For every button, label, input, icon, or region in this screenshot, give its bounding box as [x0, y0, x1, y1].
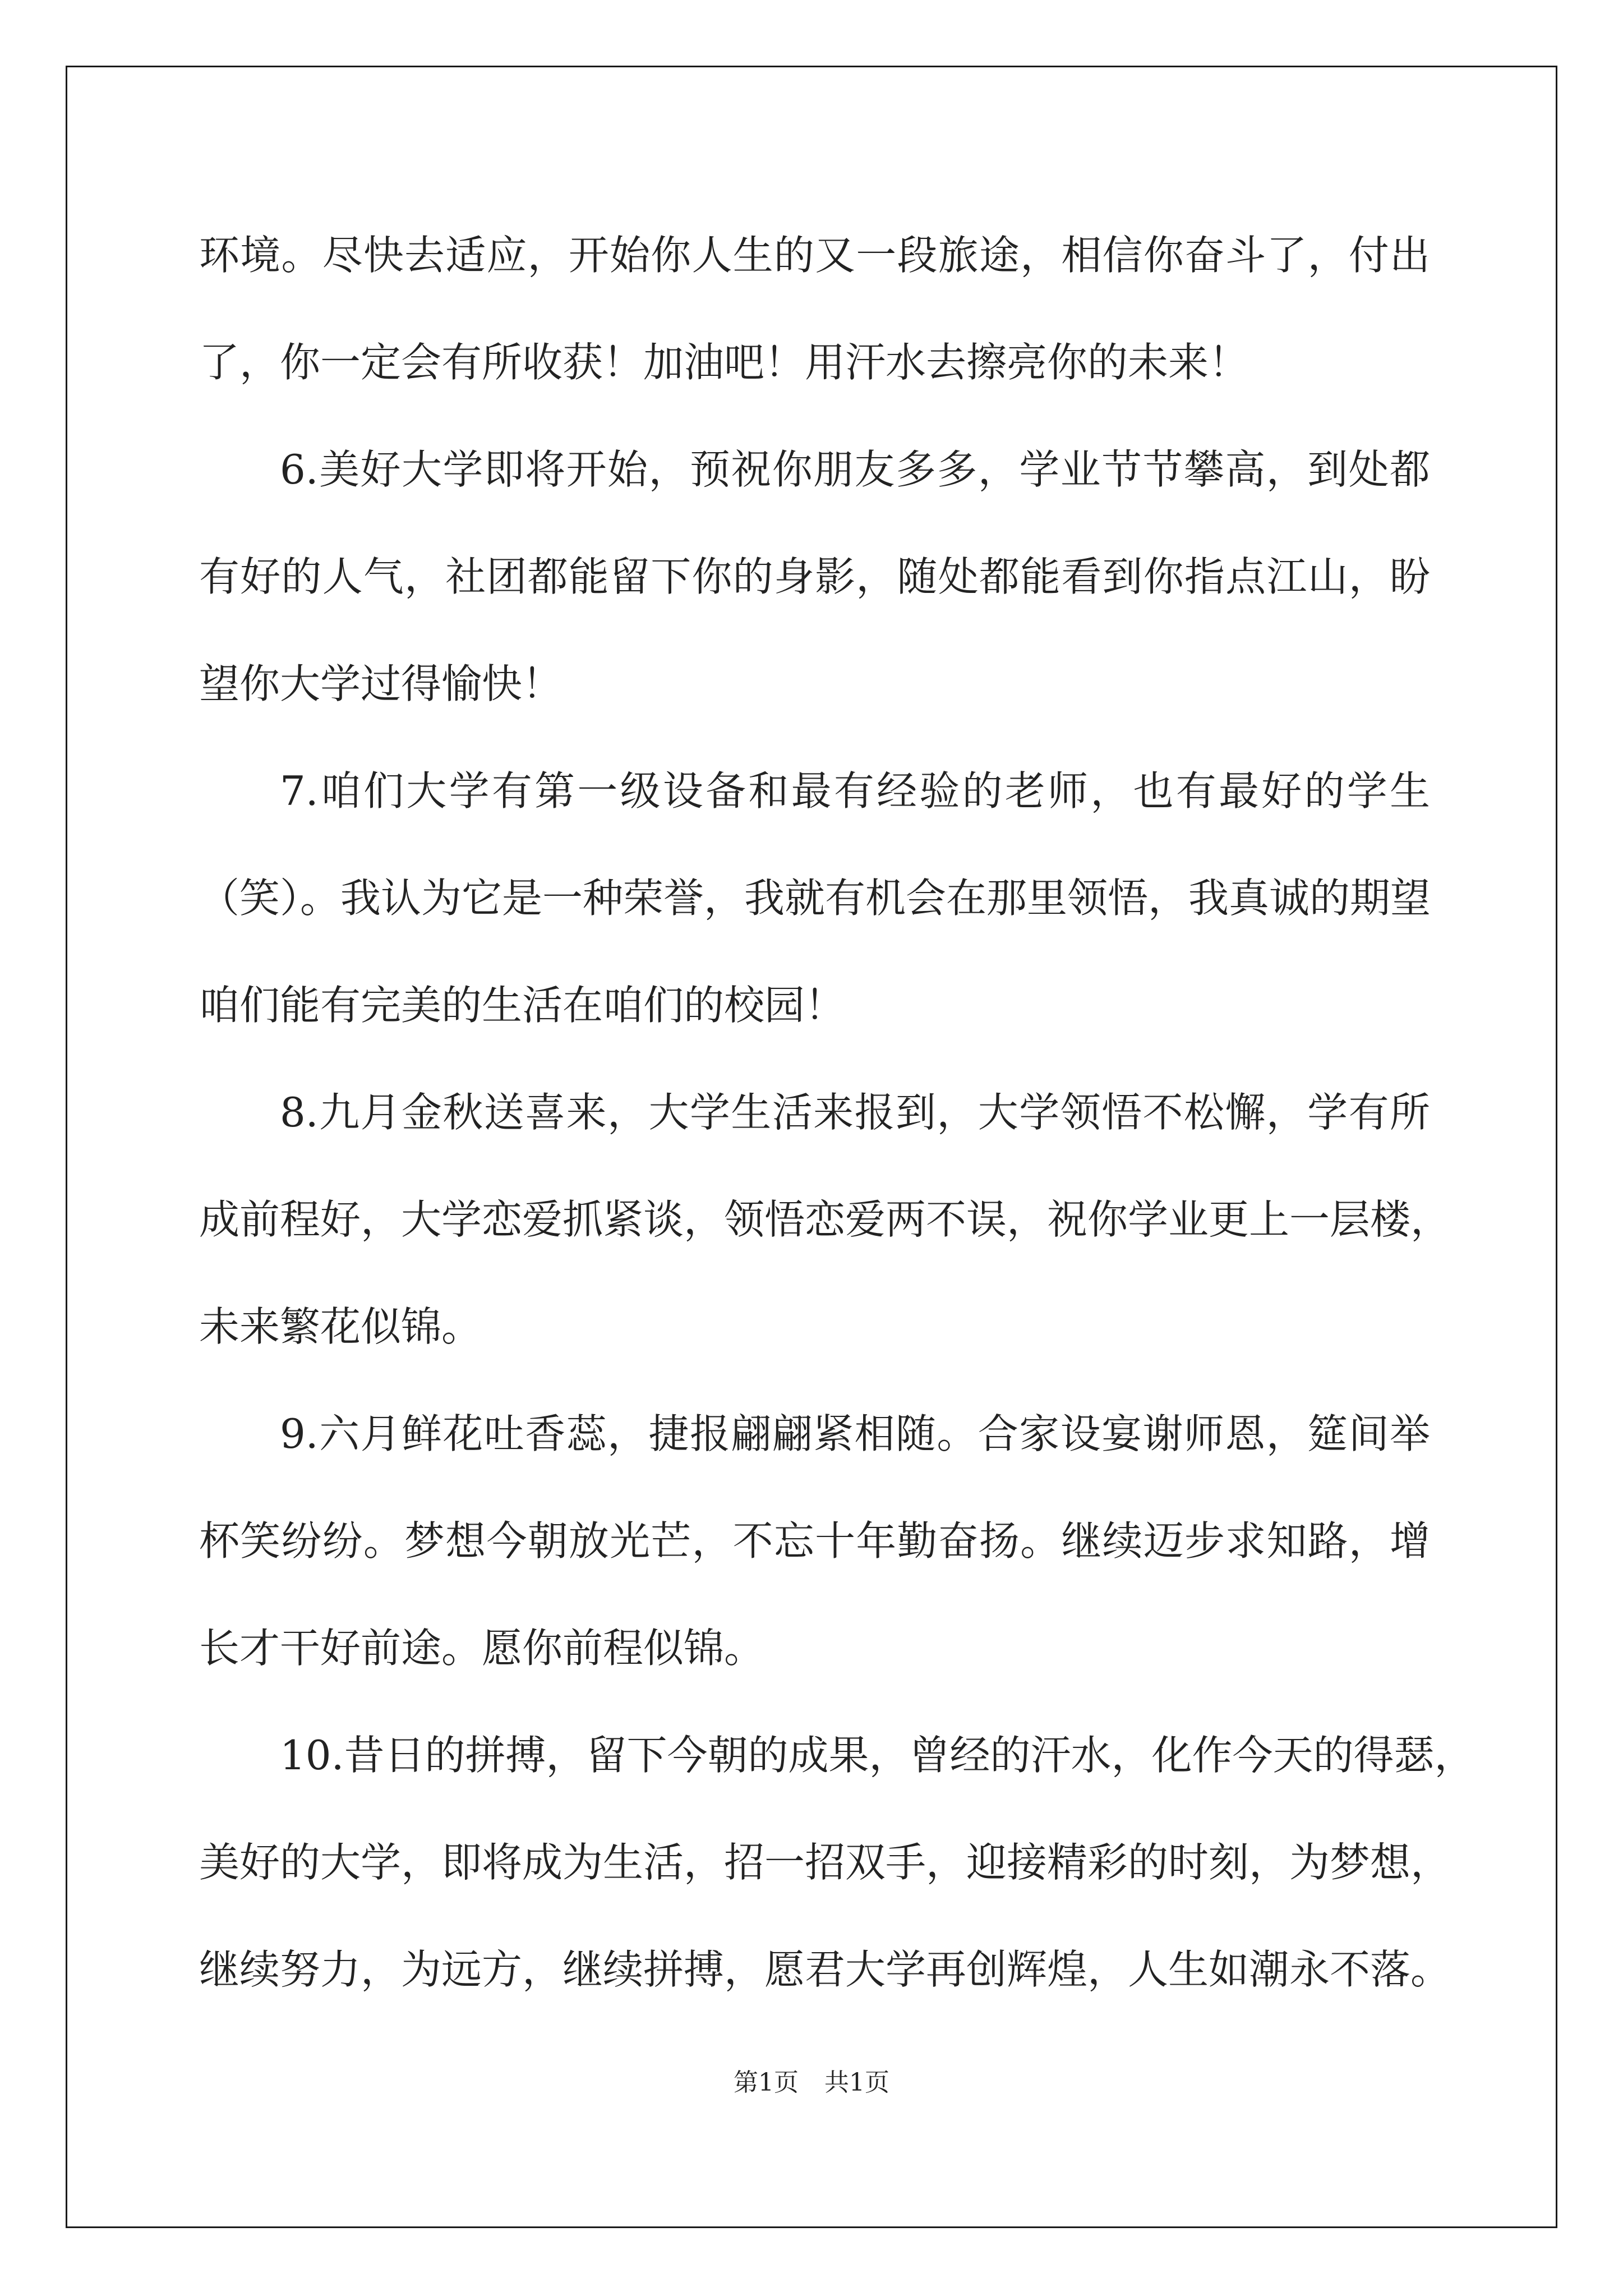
- paragraph-8: [199, 1059, 1451, 1381]
- text-line: 望你大学过得愉快！: [199, 660, 563, 707]
- text-line: 有好的人气，社团都能留下你的身影，随处都能看到你指点江山，盼: [199, 553, 1430, 600]
- text-line: 8.九月金秋送喜来，大学生活来报到，大学领悟不松懈，学有所: [280, 1089, 1430, 1136]
- text-line: 美好的大学，即将成为生活，招一招双手，迎接精彩的时刻，为梦想，: [199, 1839, 1451, 1886]
- text-line: 杯笑纷纷。梦想今朝放光芒，不忘十年勤奋扬。继续迈步求知路，增: [199, 1517, 1430, 1565]
- text-line: （笑）。我认为它是一种荣誉，我就有机会在那里领悟，我真诚的期望: [199, 875, 1431, 922]
- text-line: 继续努力，为远方，继续拼搏，愿君大学再创辉煌，人生如潮永不落。: [199, 1946, 1451, 1993]
- text-line: 长才干好前途。愿你前程似锦。: [199, 1625, 765, 1672]
- document-body: [199, 202, 1475, 2023]
- paragraph-5-continuation: [199, 202, 1430, 416]
- paragraph-9: [199, 1381, 1430, 1702]
- paragraph-6: [199, 416, 1430, 738]
- text-line: 成前程好，大学恋爱抓紧谈，领悟恋爱两不误，祝你学业更上一层楼，: [199, 1196, 1451, 1243]
- text-line: 未来繁花似锦。: [199, 1303, 482, 1350]
- page-number: 第1页: [734, 2068, 799, 2097]
- page-total: 共1页: [824, 2068, 889, 2097]
- text-line: 9.六月鲜花吐香蕊，捷报翩翩紧相随。合家设宴谢师恩，筵间举: [280, 1410, 1430, 1457]
- text-line: 7.咱们大学有第一级设备和最有经验的老师，也有最好的学生: [280, 767, 1430, 815]
- text-line: 环境。尽快去适应，开始你人生的又一段旅途，相信你奋斗了，付出: [199, 232, 1430, 279]
- page-footer: [0, 2066, 1623, 2100]
- text-line: 6.美好大学即将开始，预祝你朋友多多，学业节节攀高，到处都: [280, 446, 1430, 493]
- text-line: 咱们能有完美的生活在咱们的校园！: [199, 982, 846, 1029]
- text-line: 10.昔日的拼搏，留下今朝的成果，曾经的汗水，化作今天的得瑟，: [280, 1732, 1475, 1779]
- paragraph-7: [199, 738, 1430, 1059]
- paragraph-10: [199, 1702, 1475, 2023]
- text-line: 了，你一定会有所收获！加油吧！用汗水去擦亮你的未来！: [199, 339, 1249, 386]
